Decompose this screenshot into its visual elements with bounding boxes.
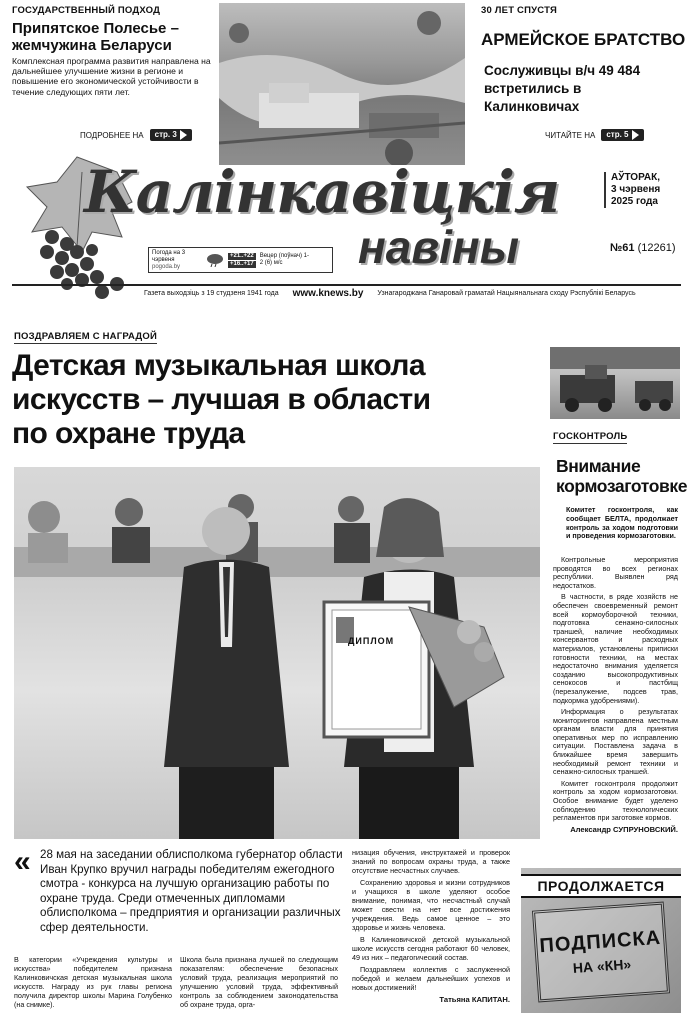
subscribe-line1: ПРОДОЛЖАЕТСЯ	[521, 874, 681, 898]
sidebar-kicker: ГОСКОНТРОЛЬ	[553, 431, 628, 442]
since: Газета выходзіць з 19 студзеня 1941 года	[144, 289, 279, 297]
diploma-caption: ДИПЛОМ	[348, 636, 395, 646]
subscribe-line2: ПОДПИСКА	[538, 926, 662, 957]
sidebar-lead: Комитет госконтроля, как сообщает БЕЛТА, продолжает контроль за ходом подготовки и проведения кормозаготовки.	[566, 505, 678, 541]
main-headline[interactable]: Детская музыкальная школа искусств – лучшая в области по охране труда	[12, 349, 431, 450]
main-col2: Школа была признана лучшей по следующим показателям: обеспечение безопасных условий труда, реализация мероприятий по улучшению условий труда, эффективный контроль за соблюдением законодательства об охране труда, орга-	[180, 955, 338, 1009]
top-right-lead: Сослуживцы в/ч 49 484 встретились в Калинковичах	[484, 63, 641, 114]
wind: Вецер (поўнач) 1-2 (6) м/с	[259, 253, 309, 266]
top-left-kicker: ГОСУДАРСТВЕННЫЙ ПОДХОД	[12, 5, 161, 16]
top-left-lead: Комплексная программа развития направлена на дальнейшее улучшение жизни в регионе и повышение его экономической устойчивости в течение следующих пяти лет.	[12, 56, 211, 97]
sidebar-body: Контрольные мероприятия проводятся во всех регионах республики. Выявлен ряд недостатков. В частности, в ряде хозяйств не обеспечен своевременный ремонт всей кормоуборочной техники, подготовка сенажно-силосных траншей, наличие необходимых консервантов и расходных материалов, установлены приписки готовности техники, на местах недостаточно внимания уделяется созданию высокопродуктивных сенокосов и пастбищ (перезалужение, подсев трав, подкормка удобрениями). Информация о результатах мониторингов направлена местным органам власти для принятия оперативных мер по исправлению ситуации. Поставлена задача в ближайшее время завершить необходимый ремонт техники и сенажно-силосных траншей. Комитет госконтроля продолжит контроль за ходом кормозаготовки. Особое внимание будет уделено соблюдению технологических регламентов при заготовке кормов. Александр СУПРУНОВСКИЙ.	[553, 555, 678, 834]
harvester-photo	[550, 347, 680, 419]
main-col3: низация обучения, инструктажей и проверок знаний по вопросам охраны труда, а также отсутствие несчастных случаев. Сохранению здоровья и жизни сотрудников и учащихся в школе уделяют особое внимание, понимая, что несчастный случай может свести на нет все достижения учреждения. Ведь самое ценное – это здоровье и жизнь человека. В Калинковичской детской музыкальной школе искусств сегодня работают 60 человек, 49 из них – педагогический состав. Поздравляем коллектив с заслуженной победой и желаем дальнейших успехов и новых достижений! Татьяна КАПИТАН.	[352, 848, 510, 1004]
arrow-right-icon	[632, 130, 639, 140]
top-right-title[interactable]: АРМЕЙСКОЕ БРАТСТВО	[481, 30, 686, 49]
site-link[interactable]: www.knews.by	[292, 287, 364, 299]
page-ref-5[interactable]: стр. 5	[601, 129, 643, 141]
sidebar-title[interactable]: Внимание кормозаготовке	[556, 456, 688, 496]
top-left-more[interactable]	[80, 129, 192, 141]
subscribe-stamp	[532, 902, 670, 1003]
read-label: ЧИТАЙТЕ НА	[545, 130, 596, 140]
masthead-title: Калінкавіцкія	[84, 158, 560, 226]
main-photo	[14, 467, 540, 839]
subscription-ad[interactable]	[521, 868, 681, 1013]
top-left-title[interactable]: Припятское Полесье – жемчужина Беларуси	[12, 20, 179, 54]
main-author: Татьяна КАПИТАН.	[439, 995, 510, 1004]
masthead-subtitle: навіны	[358, 221, 519, 273]
top-right-more[interactable]	[545, 129, 644, 141]
top-right-kicker: 30 ЛЕТ СПУСТЯ	[481, 5, 557, 16]
main-col1: В категории «Учреждения культуры и искусства» победителем признана Калинковичская детская музыкальная школа искусств. Награду из рук главы региона получила директор школы Марина Голубенко (на снимке).	[14, 955, 172, 1009]
masthead-footer	[12, 284, 681, 300]
award: Узнагароджана Ганаровай граматай Нацыянальнага сходу Рэспублікі Беларусь	[377, 289, 636, 297]
masthead	[12, 150, 681, 303]
quote-icon: «	[14, 845, 31, 878]
top-aerial-photo	[219, 3, 465, 165]
more-label: ПОДРОБНЕЕ НА	[80, 130, 144, 140]
page-ref-3[interactable]: стр. 3	[150, 129, 192, 141]
weather-box: Погода на 3 чэрвеня pogoda.by +21..+22 +16..+17 Вецер (поўнач) 1-2 (6) м/с	[148, 247, 333, 273]
issue-date: АЎТОРАК, 3 чэрвеня 2025 года	[604, 172, 684, 208]
temp-night: +16..+17	[230, 260, 254, 267]
cloud-rain-icon	[206, 253, 224, 267]
subscribe-line3: НА «КН»	[572, 955, 632, 976]
main-lead: 28 мая на заседании облисполкома губернатор области Иван Крупко вручил награды победителям ежегодного смотра - конкурса на лучшую организацию работы по охране труда. Среди отмеченных дипломами облисполкома – предприятия и организации различных сфер деятельности.	[40, 848, 343, 934]
main-kicker: ПОЗДРАВЛЯЕМ С НАГРАДОЙ	[14, 331, 158, 342]
sidebar-author: Александр СУПРУНОВСКИЙ.	[570, 824, 678, 834]
issue-number: №61 (12261)	[610, 242, 676, 254]
arrow-right-icon	[180, 130, 187, 140]
temp-day: +21..+22	[230, 252, 254, 259]
